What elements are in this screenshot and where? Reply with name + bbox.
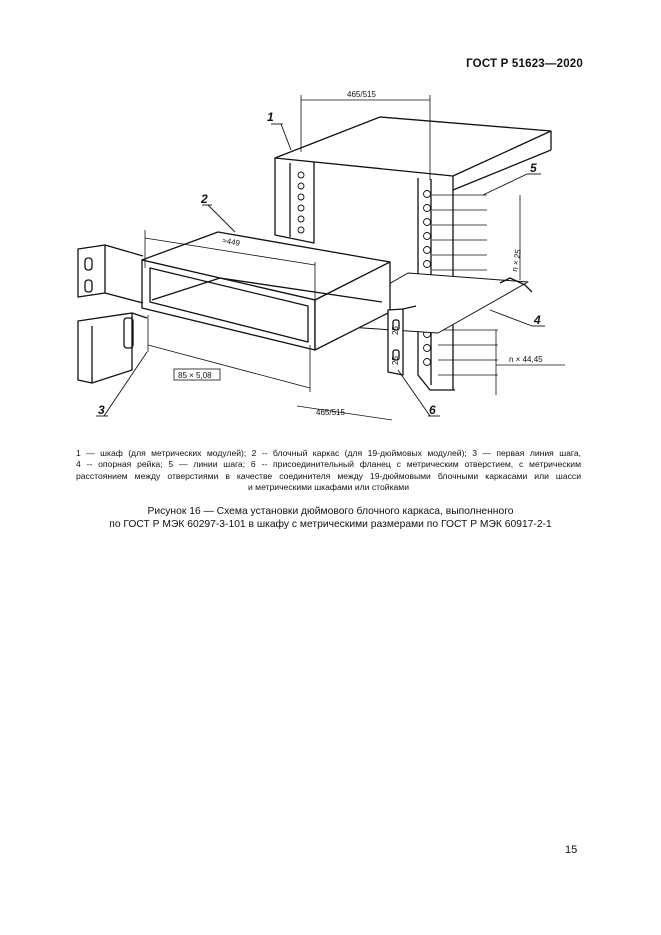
- callout-1: 1: [267, 110, 274, 124]
- caption-line-1: Рисунок 16 — Схема установки дюймового блочного каркаса, выполненного: [147, 506, 514, 517]
- dim-top-width: 465/515: [347, 90, 376, 99]
- legend-line-3: расстоянием между отверстиями в качестве соединителя между 19-дюймовыми блочными каркасами или шасси: [76, 470, 581, 481]
- figure-caption: [60, 506, 601, 531]
- figure-16-drawing: [0, 0, 661, 440]
- page-number: 15: [565, 844, 578, 856]
- legend-line-1: 1 — шкаф (для метрических модулей); 2 -- блочный каркас (для 19-дюймовых модулей); 3 — первая линия шага,: [76, 448, 581, 458]
- dim-flange-pitch: 85 × 5,08: [178, 371, 212, 380]
- callout-4: 4: [534, 313, 541, 327]
- document-number: ГОСТ Р 51623—2020: [466, 58, 583, 70]
- dim-bottom-width: 465/515: [316, 408, 345, 417]
- first-pitch-line-part: [78, 313, 147, 383]
- dim-frame-width: ≈449: [221, 236, 241, 248]
- callout-5: 5: [530, 161, 537, 175]
- dim-flange-a: 25: [391, 326, 400, 335]
- flange-19-inch: [78, 245, 143, 303]
- callout-2: 2: [201, 192, 208, 206]
- cabinet-rail-holes-left: [298, 172, 304, 233]
- dim-flange-pitch-box: [174, 369, 220, 380]
- callout-3: 3: [98, 403, 105, 417]
- figure-legend: [76, 448, 581, 493]
- legend-line-2: 4 -- опорная рейка; 5 — линии шага; 6 -- присоединительный фланец с метрическим отверстием, с метрическим: [76, 459, 581, 470]
- subrack-frame: [142, 232, 390, 350]
- dim-flange-b: 25: [391, 356, 400, 365]
- callout-6: 6: [429, 403, 436, 417]
- legend-line-4: и метрическими шкафами или стойками: [247, 481, 410, 492]
- dim-rail-pitch: n × 44,45: [509, 355, 543, 364]
- dim-pitch-group: n × 25: [510, 248, 523, 273]
- caption-line-2: по ГОСТ Р МЭК 60297-3-101 в шкафу с метрическими размерами по ГОСТ Р МЭК 60917-2-1: [109, 518, 552, 530]
